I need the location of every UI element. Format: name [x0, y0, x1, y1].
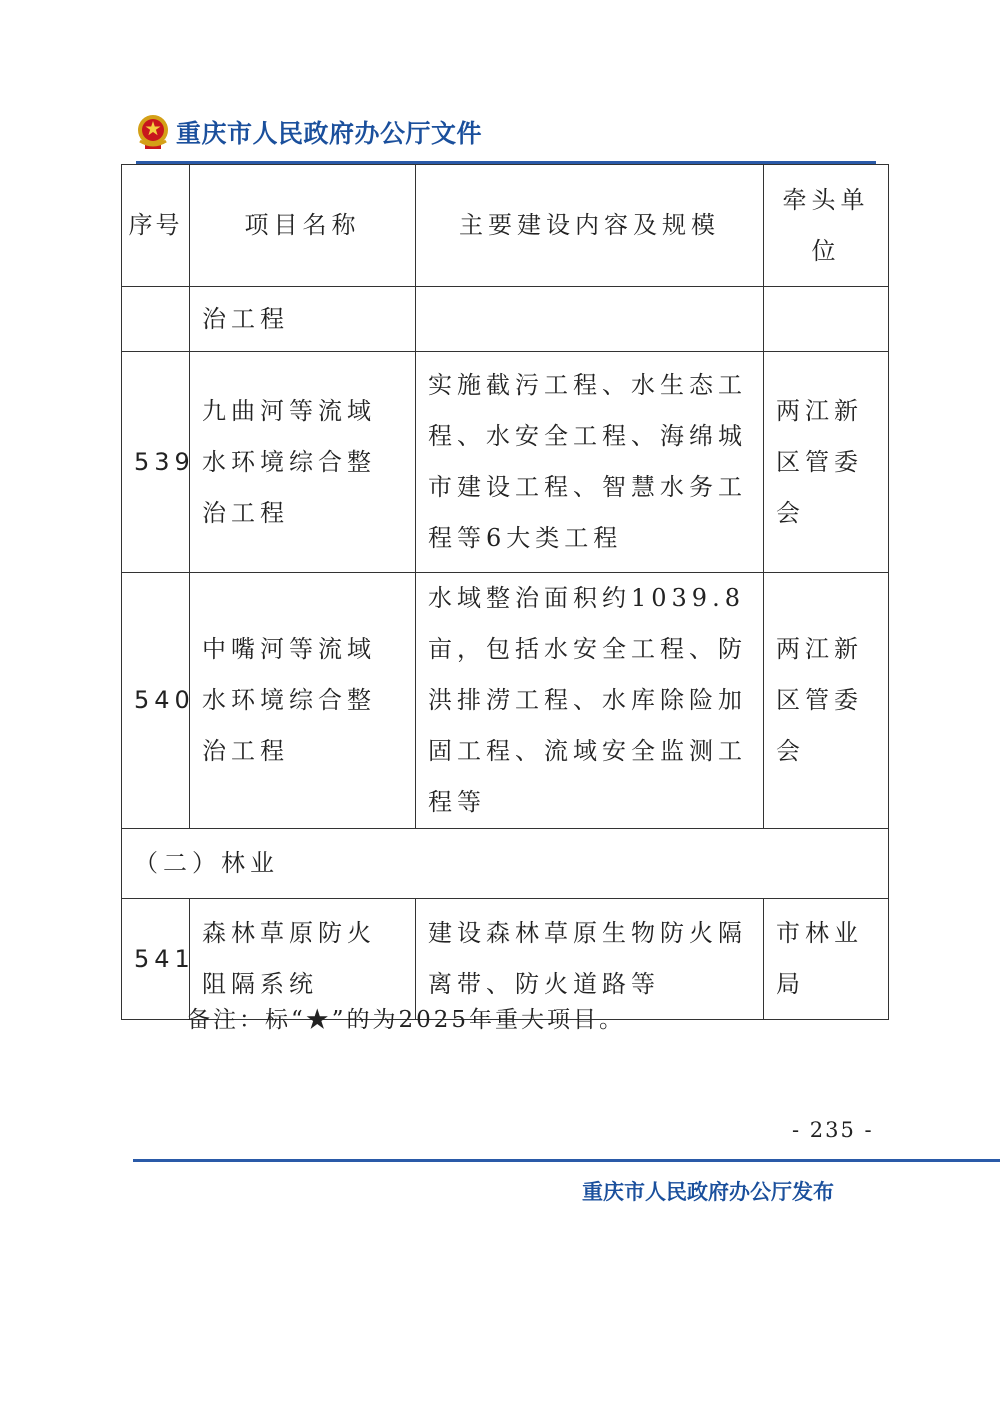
header-content: 主要建设内容及规模: [416, 165, 764, 287]
row-seq-cell: 539: [122, 352, 190, 573]
row-seq-cell: 540: [122, 573, 190, 829]
table-row: [122, 287, 889, 352]
header-unit: 牵头单位: [764, 165, 889, 287]
section-label: （二）林业: [122, 829, 889, 899]
row-name-cell: 中嘴河等流域水环境综合整治工程: [190, 573, 416, 829]
footer-publisher: 重庆市人民政府办公厅发布: [582, 1180, 834, 1204]
row-unit-cell: 两江新区管委会: [764, 352, 889, 573]
row-seq-cell: 541: [122, 899, 190, 1020]
row-content-cell: 水域整治面积约1039.8亩，包括水安全工程、防洪排涝工程、水库除险加固工程、流域安全监测工程等: [416, 573, 764, 829]
row-name-cell: 治工程: [190, 287, 416, 352]
table-row: [122, 573, 889, 829]
footnote: 备注：标“★”的为2025年重大项目。: [187, 1007, 626, 1033]
project-table: [121, 164, 889, 1020]
footer-divider: [133, 1159, 1000, 1162]
document-header: [136, 108, 482, 156]
row-unit-cell: 市林业局: [764, 899, 889, 1020]
row-content-cell: 实施截污工程、水生态工程、水安全工程、海绵城市建设工程、智慧水务工程等6大类工程: [416, 352, 764, 573]
row-unit-cell: 两江新区管委会: [764, 573, 889, 829]
header-title: 重庆市人民政府办公厅文件: [176, 119, 483, 148]
section-row: [122, 829, 889, 899]
header-seq: 序号: [122, 165, 190, 287]
national-emblem-icon: [136, 113, 170, 151]
header-name: 项目名称: [190, 165, 416, 287]
page-number: - 235 -: [792, 1118, 874, 1142]
row-name-cell: 森林草原防火阻隔系统: [190, 899, 416, 1020]
table-row: [122, 352, 889, 573]
table-header-row: [122, 165, 889, 287]
row-name-cell: 九曲河等流域水环境综合整治工程: [190, 352, 416, 573]
row-content-cell: 建设森林草原生物防火隔离带、防火道路等: [416, 899, 764, 1020]
